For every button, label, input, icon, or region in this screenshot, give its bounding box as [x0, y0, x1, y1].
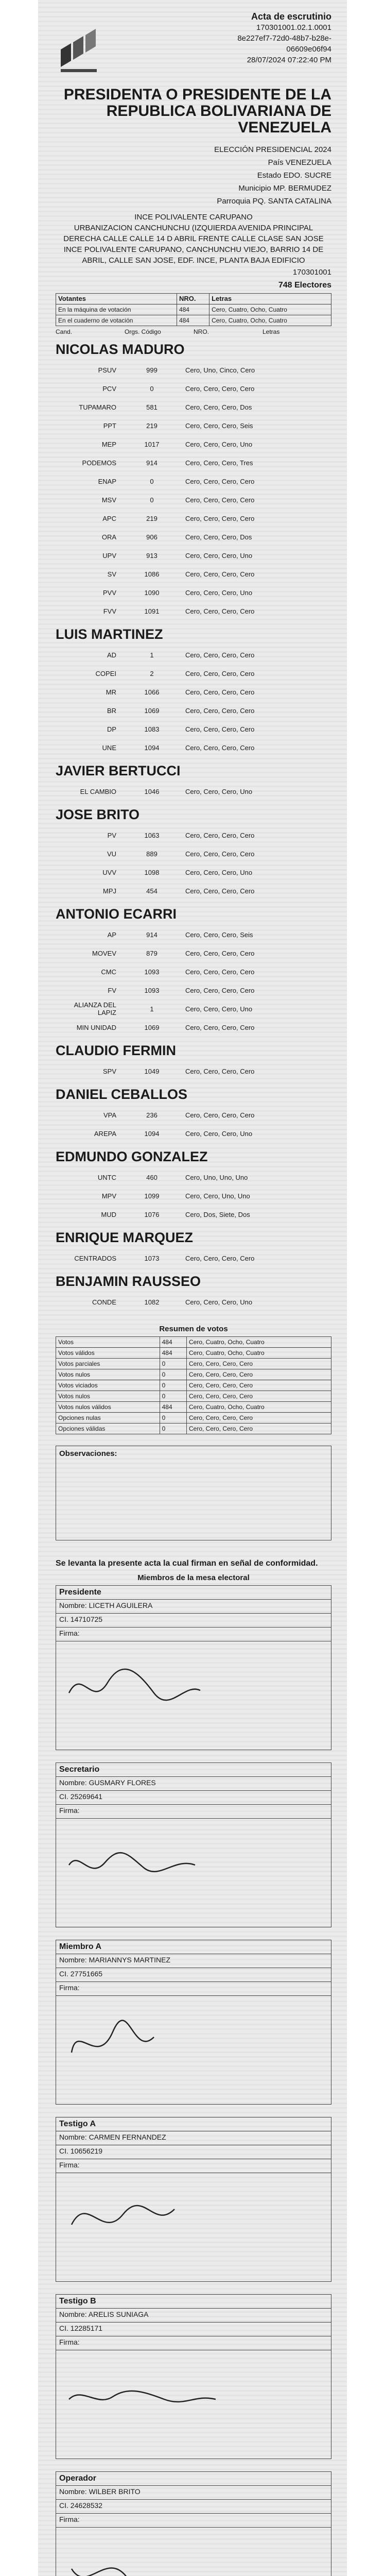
party-row	[56, 962, 331, 981]
party-row	[56, 1124, 331, 1143]
party-code: AD	[107, 651, 116, 659]
party-votes-letters: Cero, Cero, Cero, Seis	[185, 421, 253, 430]
cell: 484	[177, 304, 209, 315]
party-code: MPJ	[103, 887, 116, 895]
party-code: PPT	[103, 421, 116, 430]
party-code: MPV	[101, 1192, 116, 1200]
cell: Votos parciales	[56, 1359, 160, 1369]
table-row	[56, 1369, 331, 1380]
party-code: FVV	[103, 607, 116, 615]
party-votes-letters: Cero, Cero, Cero, Uno	[185, 787, 253, 795]
party-code: CMC	[101, 968, 116, 976]
center-address: URBANIZACION CANCHUNCHU (IZQUIERDA AVENIDA PRINCIPAL DERECHA CALLE CALLE 14 D ABRIL FRENTE CALLE CLASE SAN JOSE INCE POLIVALENTE CARUPANO, CANCHUNCHU VIEJO, BARRIO 14 DE ABRIL, CALLE SAN JOSE, EDF. INCE, PLANTA BAJA EDIFICIO	[63, 224, 324, 265]
cell: 0	[160, 1391, 186, 1402]
table-row	[56, 1413, 331, 1423]
party-code: COPEI	[95, 669, 116, 677]
candidate-name: JAVIER BERTUCCI	[56, 763, 181, 778]
party-code: MSV	[101, 496, 116, 504]
party-code: CONDE	[92, 1298, 116, 1306]
party-row	[56, 683, 331, 701]
party-code: PVV	[102, 588, 116, 597]
party-code: PCV	[102, 384, 116, 393]
party-votes: 1	[150, 651, 154, 659]
cell: Votos válidos	[56, 1348, 160, 1359]
party-votes-letters: Cero, Cero, Cero, Uno	[185, 1005, 253, 1013]
party-code: FV	[108, 986, 116, 994]
party-votes-letters: Cero, Cero, Cero, Cero	[185, 743, 255, 752]
table-row	[56, 1402, 331, 1413]
party-row	[56, 361, 331, 379]
table-row	[56, 1359, 331, 1369]
party-votes-letters: Cero, Cero, Cero, Cero	[185, 968, 255, 976]
member-role: Testigo B	[56, 2295, 331, 2309]
party-votes: 1099	[144, 1192, 160, 1200]
handwritten-signature	[56, 2528, 331, 2576]
member-ci: CI. 24628532	[56, 2500, 331, 2514]
party-code: UNTC	[97, 1173, 116, 1181]
summary-title: Resumen de votos	[159, 1325, 228, 1333]
party-code: VPA	[103, 1111, 116, 1119]
center-name: INCE POLIVALENTE CARUPANO	[134, 213, 253, 222]
party-votes-letters: Cero, Cero, Cero, Uno	[185, 440, 253, 448]
party-votes: 1066	[144, 688, 160, 696]
cell: 484	[177, 315, 209, 326]
party-code: ORA	[101, 533, 116, 541]
member-role: Secretario	[56, 1763, 331, 1777]
party-row	[56, 546, 331, 565]
party-code: CENTRADOS	[74, 1254, 116, 1262]
party-votes: 1069	[144, 706, 160, 715]
member-block	[56, 2117, 331, 2282]
party-votes-letters: Cero, Cero, Cero, Cero	[185, 607, 255, 615]
party-votes-letters: Cero, Cero, Cero, Seis	[185, 930, 253, 939]
member-role: Operador	[56, 2472, 331, 2486]
party-row	[56, 701, 331, 720]
party-votes: 913	[146, 551, 157, 560]
candidate-block	[56, 626, 331, 757]
party-row	[56, 472, 331, 490]
cell: Opciones nulas	[56, 1413, 160, 1423]
cell: Votos viciados	[56, 1380, 160, 1391]
members-title: Miembros de la mesa electoral	[137, 1573, 250, 1582]
party-votes-letters: Cero, Cero, Cero, Cero	[185, 651, 255, 659]
col-header: Cand.	[56, 328, 73, 335]
party-votes: 889	[146, 850, 157, 858]
table-row	[56, 1391, 331, 1402]
candidate-block	[56, 1230, 331, 1267]
col-header: NRO.	[177, 294, 209, 304]
cell: 0	[160, 1359, 186, 1369]
handwritten-signature	[56, 1641, 331, 1750]
col-header: Votantes	[56, 294, 177, 304]
party-votes: 1083	[144, 725, 160, 733]
handwritten-signature	[56, 2350, 331, 2459]
member-signature-label: Firma:	[56, 2159, 331, 2173]
cell: Votos nulos	[56, 1391, 160, 1402]
col-header: NRO.	[194, 328, 209, 335]
party-code: MUD	[101, 1210, 116, 1218]
party-row	[56, 453, 331, 472]
party-votes-letters: Cero, Cero, Cero, Uno	[185, 588, 253, 597]
candidate-name: CLAUDIO FERMIN	[56, 1043, 176, 1058]
candidate-block	[56, 906, 331, 1037]
member-ci: CI. 25269641	[56, 1791, 331, 1805]
party-code: ALIANZA DEL LAPIZ	[74, 1001, 116, 1016]
party-row	[56, 1168, 331, 1187]
party-votes-letters: Cero, Cero, Cero, Uno	[185, 1298, 253, 1306]
party-votes: 1093	[144, 986, 160, 994]
party-row	[56, 944, 331, 962]
party-code: DP	[107, 725, 116, 733]
party-code: PSUV	[98, 366, 116, 374]
member-name: Nombre: LICETH AGUILERA	[56, 1600, 331, 1614]
member-signature-label: Firma:	[56, 2336, 331, 2350]
party-row	[56, 1205, 331, 1224]
header	[56, 8, 331, 78]
members-list	[56, 1585, 331, 2576]
cell: Cero, Cero, Cero, Cero	[186, 1380, 331, 1391]
party-votes-letters: Cero, Cero, Cero, Dos	[185, 533, 252, 541]
election-title: PRESIDENTA O PRESIDENTE DE LA REPUBLICA BOLIVARIANA DE VENEZUELA	[63, 86, 331, 136]
cell: 484	[160, 1402, 186, 1413]
cell: 0	[160, 1423, 186, 1434]
party-votes-letters: Cero, Cero, Cero, Cero	[185, 477, 255, 485]
party-code: TUPAMARO	[79, 403, 116, 411]
party-code: EL CAMBIO	[80, 787, 116, 795]
col-header: Letras	[262, 328, 280, 335]
cell: Votos nulos	[56, 1369, 160, 1380]
party-votes-letters: Cero, Cero, Cero, Cero	[185, 831, 255, 839]
party-row	[56, 844, 331, 863]
party-votes-letters: Cero, Cero, Cero, Cero	[185, 514, 255, 522]
handwritten-signature	[56, 1819, 331, 1927]
party-votes: 1098	[144, 868, 160, 876]
party-votes: 460	[146, 1173, 157, 1181]
party-votes: 1090	[144, 588, 160, 597]
cell: Opciones válidas	[56, 1423, 160, 1434]
party-votes: 906	[146, 533, 157, 541]
cell: Cero, Cuatro, Ocho, Cuatro	[186, 1337, 331, 1348]
party-row	[56, 602, 331, 620]
cell: Votos nulos válidos	[56, 1402, 160, 1413]
candidate-name: ANTONIO ECARRI	[56, 906, 177, 922]
party-votes: 1091	[144, 607, 160, 615]
party-row	[56, 490, 331, 509]
candidate-name: NICOLAS MADURO	[56, 342, 185, 357]
party-votes-letters: Cero, Cero, Cero, Cero	[185, 887, 255, 895]
candidates-list	[56, 342, 331, 1311]
cell: Cero, Cero, Cero, Cero	[186, 1369, 331, 1380]
acta-label: Acta de escrutinio	[251, 11, 331, 22]
center-code: 170301001	[292, 268, 331, 277]
election-name: ELECCIÓN PRESIDENCIAL 2024	[214, 145, 331, 154]
cne-logo-icon	[56, 29, 105, 78]
party-votes: 0	[150, 384, 154, 393]
party-votes-letters: Cero, Cero, Cero, Uno	[185, 1129, 253, 1138]
party-code: BR	[107, 706, 116, 715]
cell: Cero, Cuatro, Ocho, Cuatro	[209, 315, 331, 326]
summary-table	[56, 1336, 331, 1434]
party-votes: 1046	[144, 787, 160, 795]
cell: Cero, Cuatro, Ocho, Cuatro	[186, 1402, 331, 1413]
observations-box: Observaciones:	[56, 1446, 331, 1540]
candidate-name: BENJAMIN RAUSSEO	[56, 1274, 201, 1289]
cell: Cero, Cuatro, Ocho, Cuatro	[186, 1348, 331, 1359]
col-header: Orgs. Código	[125, 328, 161, 335]
party-votes-letters: Cero, Cero, Cero, Cero	[185, 949, 255, 957]
party-votes-letters: Cero, Cero, Cero, Cero	[185, 1254, 255, 1262]
party-votes: 1063	[144, 831, 160, 839]
party-votes-letters: Cero, Cero, Uno, Uno	[185, 1192, 250, 1200]
party-row	[56, 565, 331, 583]
party-row	[56, 863, 331, 882]
party-code: SPV	[102, 1067, 116, 1075]
table-row	[56, 315, 331, 326]
cell: Cero, Cero, Cero, Cero	[186, 1391, 331, 1402]
acta-receipt	[38, 0, 347, 2576]
party-votes: 1094	[144, 1129, 160, 1138]
acta-number: 170301001.02.1.0001	[256, 23, 331, 32]
party-row	[56, 583, 331, 602]
party-row	[56, 664, 331, 683]
candidate-block	[56, 807, 331, 900]
party-row	[56, 782, 331, 801]
candidate-name: EDMUNDO GONZALEZ	[56, 1149, 208, 1164]
member-signature-label: Firma:	[56, 1982, 331, 1996]
electors-count: 748 Electores	[278, 281, 331, 290]
party-row	[56, 738, 331, 757]
cell: Cero, Cero, Cero, Cero	[186, 1413, 331, 1423]
member-role: Testigo A	[56, 2117, 331, 2131]
party-row	[56, 1062, 331, 1080]
candidate-block	[56, 1274, 331, 1311]
candidate-block	[56, 1087, 331, 1143]
party-code: UPV	[102, 551, 116, 560]
parish: Parroquia PQ. SANTA CATALINA	[217, 197, 331, 206]
voters-table	[56, 293, 331, 326]
party-row	[56, 1249, 331, 1267]
member-block	[56, 1940, 331, 2105]
cell: Cero, Cero, Cero, Cero	[186, 1423, 331, 1434]
party-votes: 236	[146, 1111, 157, 1119]
party-votes-letters: Cero, Cero, Cero, Tres	[185, 459, 253, 467]
member-name: Nombre: ARELIS SUNIAGA	[56, 2309, 331, 2323]
member-block	[56, 2471, 331, 2576]
cell: En el cuaderno de votación	[56, 315, 177, 326]
party-votes: 1017	[144, 440, 160, 448]
party-code: MR	[106, 688, 116, 696]
party-code: MIN UNIDAD	[76, 1023, 116, 1031]
party-votes-letters: Cero, Cero, Cero, Cero	[185, 1067, 255, 1075]
party-row	[56, 646, 331, 664]
cell: Votos	[56, 1337, 160, 1348]
candidate-name: ENRIQUE MARQUEZ	[56, 1230, 194, 1245]
conformity-note: Se levanta la presente acta la cual firman en señal de conformidad.	[56, 1559, 318, 1568]
party-code: SV	[107, 570, 116, 578]
cell: 484	[160, 1348, 186, 1359]
party-row	[56, 416, 331, 435]
party-votes-letters: Cero, Uno, Cinco, Cero	[185, 366, 255, 374]
party-row	[56, 999, 331, 1018]
party-votes: 1093	[144, 968, 160, 976]
party-votes-letters: Cero, Cero, Cero, Cero	[185, 725, 255, 733]
party-code: APC	[102, 514, 116, 522]
party-votes-letters: Cero, Cero, Cero, Cero	[185, 1023, 255, 1031]
party-votes: 914	[146, 459, 157, 467]
party-row	[56, 528, 331, 546]
table-row	[56, 304, 331, 315]
party-votes-letters: Cero, Cero, Cero, Cero	[185, 986, 255, 994]
party-votes-letters: Cero, Cero, Cero, Cero	[185, 570, 255, 578]
party-row	[56, 720, 331, 738]
party-votes: 219	[146, 514, 157, 522]
party-row	[56, 398, 331, 416]
party-votes: 1	[150, 1005, 154, 1013]
party-votes-letters: Cero, Cero, Cero, Cero	[185, 850, 255, 858]
party-votes: 914	[146, 930, 157, 939]
candidate-name: JOSE BRITO	[56, 807, 140, 822]
cell: 484	[160, 1337, 186, 1348]
member-role: Presidente	[56, 1586, 331, 1600]
candidate-col-headers	[56, 328, 331, 335]
cell: En la máquina de votación	[56, 304, 177, 315]
party-row	[56, 435, 331, 453]
member-block	[56, 1762, 331, 1927]
party-row	[56, 925, 331, 944]
party-row	[56, 1187, 331, 1205]
member-ci: CI. 12285171	[56, 2323, 331, 2336]
party-votes: 454	[146, 887, 157, 895]
party-votes-letters: Cero, Uno, Uno, Uno	[185, 1173, 248, 1181]
candidate-name: DANIEL CEBALLOS	[56, 1087, 188, 1102]
member-block	[56, 2294, 331, 2459]
party-row	[56, 379, 331, 398]
party-code: MEP	[101, 440, 116, 448]
party-code: AP	[107, 930, 116, 939]
cell: Cero, Cuatro, Ocho, Cuatro	[209, 304, 331, 315]
party-votes: 0	[150, 496, 154, 504]
col-header: Letras	[209, 294, 331, 304]
party-votes-letters: Cero, Cero, Cero, Cero	[185, 669, 255, 677]
party-votes-letters: Cero, Cero, Cero, Uno	[185, 551, 253, 560]
table-row	[56, 1348, 331, 1359]
party-code: ENAP	[98, 477, 116, 485]
party-code: AREPA	[94, 1129, 116, 1138]
municipality: Municipio MP. BERMUDEZ	[238, 184, 331, 193]
member-signature-label: Firma:	[56, 2514, 331, 2528]
handwritten-signature	[56, 2173, 331, 2281]
member-role: Miembro A	[56, 1940, 331, 1954]
uuid-line-1: 8e227ef7-72d0-48b7-b28e-	[237, 34, 331, 43]
party-votes: 0	[150, 477, 154, 485]
member-ci: CI. 14710725	[56, 1614, 331, 1628]
party-votes-letters: Cero, Dos, Siete, Dos	[185, 1210, 250, 1218]
party-votes: 999	[146, 366, 157, 374]
party-votes: 1049	[144, 1067, 160, 1075]
cell: 0	[160, 1369, 186, 1380]
member-name: Nombre: CARMEN FERNANDEZ	[56, 2131, 331, 2145]
uuid-line-2: 06609e06f94	[286, 45, 331, 54]
candidate-name: LUIS MARTINEZ	[56, 626, 163, 642]
member-ci: CI. 10656219	[56, 2145, 331, 2159]
party-votes-letters: Cero, Cero, Cero, Cero	[185, 688, 255, 696]
party-row	[56, 1018, 331, 1037]
party-row	[56, 509, 331, 528]
party-votes-letters: Cero, Cero, Cero, Cero	[185, 1111, 255, 1119]
table-row	[56, 1423, 331, 1434]
party-row	[56, 1293, 331, 1311]
party-votes-letters: Cero, Cero, Cero, Cero	[185, 496, 255, 504]
cell: 0	[160, 1413, 186, 1423]
party-code: PODEMOS	[82, 459, 116, 467]
party-row	[56, 981, 331, 999]
member-ci: CI. 27751665	[56, 1968, 331, 1982]
candidate-block	[56, 1149, 331, 1224]
member-signature-label: Firma:	[56, 1628, 331, 1641]
cell: Cero, Cero, Cero, Cero	[186, 1359, 331, 1369]
party-code: UVV	[102, 868, 116, 876]
party-votes: 1069	[144, 1023, 160, 1031]
candidate-block	[56, 342, 331, 620]
party-row	[56, 826, 331, 844]
party-votes-letters: Cero, Cero, Cero, Cero	[185, 384, 255, 393]
candidate-block	[56, 763, 331, 801]
party-code: PV	[107, 831, 116, 839]
party-votes: 1076	[144, 1210, 160, 1218]
member-name: Nombre: MARIANNYS MARTINEZ	[56, 1954, 331, 1968]
party-votes-letters: Cero, Cero, Cero, Cero	[185, 706, 255, 715]
member-name: Nombre: GUSMARY FLORES	[56, 1777, 331, 1791]
member-block	[56, 1585, 331, 1750]
party-row	[56, 1106, 331, 1124]
party-votes: 219	[146, 421, 157, 430]
party-votes: 1094	[144, 743, 160, 752]
party-votes-letters: Cero, Cero, Cero, Dos	[185, 403, 252, 411]
cell: 0	[160, 1380, 186, 1391]
party-code: VU	[107, 850, 116, 858]
party-votes: 1082	[144, 1298, 160, 1306]
party-votes: 879	[146, 949, 157, 957]
candidate-block	[56, 1043, 331, 1080]
state: Estado EDO. SUCRE	[257, 171, 331, 180]
timestamp: 28/07/2024 07:22:40 PM	[247, 56, 331, 64]
member-signature-label: Firma:	[56, 1805, 331, 1819]
party-code: UNE	[102, 743, 116, 752]
party-votes: 1086	[144, 570, 160, 578]
table-row	[56, 1337, 331, 1348]
country: País VENEZUELA	[268, 158, 331, 167]
member-name: Nombre: WILBER BRITO	[56, 2486, 331, 2500]
party-votes: 1073	[144, 1254, 160, 1262]
party-votes: 581	[146, 403, 157, 411]
party-row	[56, 882, 331, 900]
party-votes: 2	[150, 669, 154, 677]
handwritten-signature	[56, 1996, 331, 2104]
party-code: MOVEV	[92, 949, 116, 957]
table-row	[56, 1380, 331, 1391]
party-votes-letters: Cero, Cero, Cero, Uno	[185, 868, 253, 876]
